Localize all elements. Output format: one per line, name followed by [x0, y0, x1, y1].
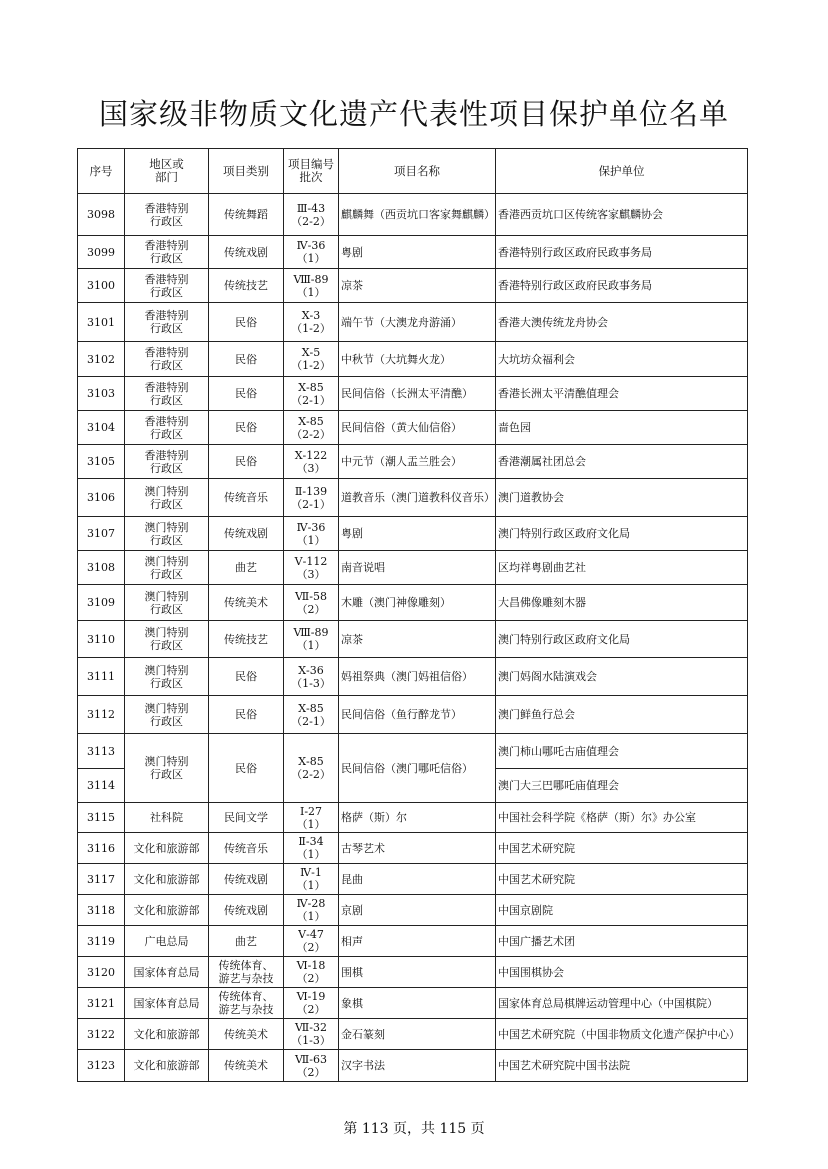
cell-no: 3099: [78, 236, 125, 269]
cell-name: 民间信俗（长洲太平清醮）: [339, 377, 496, 411]
cell-code: Ⅹ-85 （2-1）: [284, 377, 339, 411]
cell-name: 木雕（澳门神像雕刻）: [339, 585, 496, 621]
cell-code: Ⅵ-19 （2）: [284, 988, 339, 1019]
cell-unit: 澳门柿山哪吒古庙值理会: [496, 734, 748, 769]
cell-unit: 澳门鲜鱼行总会: [496, 696, 748, 734]
cell-no: 3123: [78, 1050, 125, 1082]
cell-no: 3122: [78, 1019, 125, 1050]
cell-category: 传统戏剧: [209, 895, 284, 926]
cell-name: 金石篆刻: [339, 1019, 496, 1050]
cell-no: 3101: [78, 303, 125, 342]
cell-name: 麒麟舞（西贡坑口客家舞麒麟）: [339, 194, 496, 236]
header-no: 序号: [78, 149, 125, 194]
cell-unit: 香港特别行政区政府民政事务局: [496, 269, 748, 303]
cell-code: Ⅷ-89 （1）: [284, 269, 339, 303]
cell-region: 文化和旅游部: [125, 1050, 209, 1082]
cell-unit: 啬色园: [496, 411, 748, 445]
table-row: [78, 864, 748, 895]
cell-region: 国家体育总局: [125, 957, 209, 988]
cell-category: 传统美术: [209, 585, 284, 621]
cell-unit: 澳门道教协会: [496, 479, 748, 517]
table-row: [78, 803, 748, 833]
cell-category: 民俗: [209, 445, 284, 479]
cell-category: 传统戏剧: [209, 236, 284, 269]
cell-no: 3118: [78, 895, 125, 926]
cell-region: 澳门特别 行政区: [125, 585, 209, 621]
cell-unit: 国家体育总局棋牌运动管理中心（中国棋院）: [496, 988, 748, 1019]
table-row: [78, 269, 748, 303]
cell-category: 传统美术: [209, 1050, 284, 1082]
cell-code: Ⅳ-1 （1）: [284, 864, 339, 895]
cell-category: 传统技艺: [209, 269, 284, 303]
table-header-row: [78, 149, 748, 194]
table-row: [78, 926, 748, 957]
table-row: [78, 551, 748, 585]
cell-name: 京剧: [339, 895, 496, 926]
table-row: [78, 377, 748, 411]
cell-unit: 香港潮属社团总会: [496, 445, 748, 479]
cell-name: 民间信俗（澳门哪吒信俗）: [339, 734, 496, 803]
cell-name: 凉茶: [339, 621, 496, 658]
cell-category: 民俗: [209, 377, 284, 411]
table-row: [78, 696, 748, 734]
cell-code: Ⅳ-36 （1）: [284, 236, 339, 269]
table-row: [78, 479, 748, 517]
cell-code: Ⅵ-18 （2）: [284, 957, 339, 988]
cell-unit: 澳门妈阁水陆演戏会: [496, 658, 748, 696]
cell-code: Ⅱ-139 （2-1）: [284, 479, 339, 517]
table-row: [78, 1019, 748, 1050]
cell-unit: 中国广播艺术团: [496, 926, 748, 957]
cell-name: 相声: [339, 926, 496, 957]
cell-no: 3105: [78, 445, 125, 479]
table-row: [78, 734, 748, 769]
table-row: [78, 303, 748, 342]
cell-name: 围棋: [339, 957, 496, 988]
cell-no: 3109: [78, 585, 125, 621]
header-region: 地区或 部门: [125, 149, 209, 194]
cell-no: 3098: [78, 194, 125, 236]
cell-unit: 中国艺术研究院: [496, 864, 748, 895]
cell-category: 传统体育、 游艺与杂技: [209, 957, 284, 988]
cell-name: 中秋节（大坑舞火龙）: [339, 342, 496, 377]
cell-region: 文化和旅游部: [125, 864, 209, 895]
cell-code: Ⅹ-36 （1-3）: [284, 658, 339, 696]
cell-category: 传统音乐: [209, 479, 284, 517]
cell-unit: 中国艺术研究院中国书法院: [496, 1050, 748, 1082]
cell-code: Ⅹ-122 （3）: [284, 445, 339, 479]
cell-no: 3104: [78, 411, 125, 445]
cell-unit: 中国艺术研究院（中国非物质文化遗产保护中心）: [496, 1019, 748, 1050]
table-row: [78, 194, 748, 236]
cell-name: 民间信俗（黄大仙信俗）: [339, 411, 496, 445]
cell-name: 汉字书法: [339, 1050, 496, 1082]
cell-region: 香港特别 行政区: [125, 303, 209, 342]
cell-name: 象棋: [339, 988, 496, 1019]
cell-no: 3114: [78, 769, 125, 803]
cell-region: 香港特别 行政区: [125, 236, 209, 269]
cell-category: 民俗: [209, 411, 284, 445]
cell-category: 民俗: [209, 342, 284, 377]
cell-region: 澳门特别 行政区: [125, 479, 209, 517]
cell-category: 传统戏剧: [209, 517, 284, 551]
cell-region: 澳门特别 行政区: [125, 517, 209, 551]
cell-name: 凉茶: [339, 269, 496, 303]
cell-no: 3111: [78, 658, 125, 696]
cell-region: 澳门特别 行政区: [125, 658, 209, 696]
cell-code: Ⅹ-85 （2-2）: [284, 411, 339, 445]
cell-code: Ⅷ-89 （1）: [284, 621, 339, 658]
cell-unit: 澳门特别行政区政府文化局: [496, 621, 748, 658]
cell-name: 中元节（潮人盂兰胜会）: [339, 445, 496, 479]
table-row: [78, 895, 748, 926]
table-row: [78, 585, 748, 621]
cell-category: 传统技艺: [209, 621, 284, 658]
cell-region: 澳门特别 行政区: [125, 551, 209, 585]
cell-no: 3115: [78, 803, 125, 833]
cell-code: Ⅳ-28 （1）: [284, 895, 339, 926]
cell-region: 香港特别 行政区: [125, 411, 209, 445]
cell-unit: 中国艺术研究院: [496, 833, 748, 864]
cell-region: 国家体育总局: [125, 988, 209, 1019]
cell-unit: 澳门特别行政区政府文化局: [496, 517, 748, 551]
page-footer: 第 113 页，共 115 页: [343, 1121, 485, 1137]
cell-code: Ⅱ-34 （1）: [284, 833, 339, 864]
cell-no: 3112: [78, 696, 125, 734]
cell-unit: 中国围棋协会: [496, 957, 748, 988]
cell-category: 民俗: [209, 658, 284, 696]
cell-category: 民俗: [209, 303, 284, 342]
cell-no: 3100: [78, 269, 125, 303]
table-row: [78, 621, 748, 658]
cell-region: 澳门特别 行政区: [125, 696, 209, 734]
table-row: [78, 658, 748, 696]
cell-code: Ⅶ-58 （2）: [284, 585, 339, 621]
cell-name: 粤剧: [339, 517, 496, 551]
cell-unit: 中国京剧院: [496, 895, 748, 926]
cell-code: Ⅹ-85 （2-2）: [284, 734, 339, 803]
cell-no: 3103: [78, 377, 125, 411]
cell-no: 3119: [78, 926, 125, 957]
cell-category: 民间文学: [209, 803, 284, 833]
cell-name: 端午节（大澳龙舟游涌）: [339, 303, 496, 342]
cell-unit: 区均祥粤剧曲艺社: [496, 551, 748, 585]
header-category: 项目类别: [209, 149, 284, 194]
cell-name: 古琴艺术: [339, 833, 496, 864]
cell-no: 3120: [78, 957, 125, 988]
cell-category: 传统戏剧: [209, 864, 284, 895]
cell-code: Ⅶ-63 （2）: [284, 1050, 339, 1082]
cell-region: 香港特别 行政区: [125, 377, 209, 411]
cell-category: 传统舞蹈: [209, 194, 284, 236]
cell-name: 道教音乐（澳门道教科仪音乐）: [339, 479, 496, 517]
table-row: [78, 445, 748, 479]
cell-region: 文化和旅游部: [125, 895, 209, 926]
cell-unit: 香港西贡坑口区传统客家麒麟协会: [496, 194, 748, 236]
cell-no: 3110: [78, 621, 125, 658]
cell-unit: 大坑坊众福利会: [496, 342, 748, 377]
cell-region: 文化和旅游部: [125, 1019, 209, 1050]
cell-name: 粤剧: [339, 236, 496, 269]
cell-name: 格萨（斯）尔: [339, 803, 496, 833]
table-row: [78, 988, 748, 1019]
cell-no: 3117: [78, 864, 125, 895]
cell-code: Ⅹ-85 （2-1）: [284, 696, 339, 734]
cell-category: 曲艺: [209, 551, 284, 585]
cell-code: Ⅳ-36 （1）: [284, 517, 339, 551]
cell-region: 香港特别 行政区: [125, 342, 209, 377]
cell-name: 南音说唱: [339, 551, 496, 585]
cell-category: 曲艺: [209, 926, 284, 957]
cell-code: Ⅶ-32 （1-3）: [284, 1019, 339, 1050]
table-row: [78, 1050, 748, 1082]
cell-code: Ⅰ-27 （1）: [284, 803, 339, 833]
table-row: [78, 833, 748, 864]
cell-no: 3106: [78, 479, 125, 517]
cell-unit: 中国社会科学院《格萨（斯）尔》办公室: [496, 803, 748, 833]
table-row: [78, 342, 748, 377]
cell-region: 社科院: [125, 803, 209, 833]
cell-name: 民间信俗（鱼行醉龙节）: [339, 696, 496, 734]
cell-code: Ⅹ-3 （1-2）: [284, 303, 339, 342]
cell-region: 香港特别 行政区: [125, 269, 209, 303]
cell-no: 3108: [78, 551, 125, 585]
header-unit: 保护单位: [496, 149, 748, 194]
cell-category: 传统音乐: [209, 833, 284, 864]
header-code: 项目编号 批次: [284, 149, 339, 194]
header-name: 项目名称: [339, 149, 496, 194]
cell-no: 3121: [78, 988, 125, 1019]
cell-unit: 香港大澳传统龙舟协会: [496, 303, 748, 342]
cell-unit: 澳门大三巴哪吒庙值理会: [496, 769, 748, 803]
cell-unit: 大昌佛像雕刻木器: [496, 585, 748, 621]
cell-region: 文化和旅游部: [125, 833, 209, 864]
table-row: [78, 957, 748, 988]
cell-region: 广电总局: [125, 926, 209, 957]
table-row: [78, 517, 748, 551]
cell-no: 3113: [78, 734, 125, 769]
table-row: [78, 236, 748, 269]
cell-no: 3116: [78, 833, 125, 864]
cell-region: 香港特别 行政区: [125, 194, 209, 236]
cell-code: Ⅴ-47 （2）: [284, 926, 339, 957]
cell-unit: 香港长洲太平清醮值理会: [496, 377, 748, 411]
heritage-table: [77, 148, 748, 1082]
cell-name: 妈祖祭典（澳门妈祖信俗）: [339, 658, 496, 696]
cell-no: 3102: [78, 342, 125, 377]
cell-no: 3107: [78, 517, 125, 551]
cell-code: Ⅹ-5 （1-2）: [284, 342, 339, 377]
cell-unit: 香港特别行政区政府民政事务局: [496, 236, 748, 269]
cell-name: 昆曲: [339, 864, 496, 895]
table-row: [78, 411, 748, 445]
cell-region: 香港特别 行政区: [125, 445, 209, 479]
cell-region: 澳门特别 行政区: [125, 734, 209, 803]
cell-category: 传统美术: [209, 1019, 284, 1050]
cell-category: 民俗: [209, 696, 284, 734]
page-title: 国家级非物质文化遗产代表性项目保护单位名单: [98, 97, 729, 131]
cell-category: 传统体育、 游艺与杂技: [209, 988, 284, 1019]
cell-region: 澳门特别 行政区: [125, 621, 209, 658]
cell-category: 民俗: [209, 734, 284, 803]
cell-code: Ⅲ-43 （2-2）: [284, 194, 339, 236]
cell-code: Ⅴ-112 （3）: [284, 551, 339, 585]
